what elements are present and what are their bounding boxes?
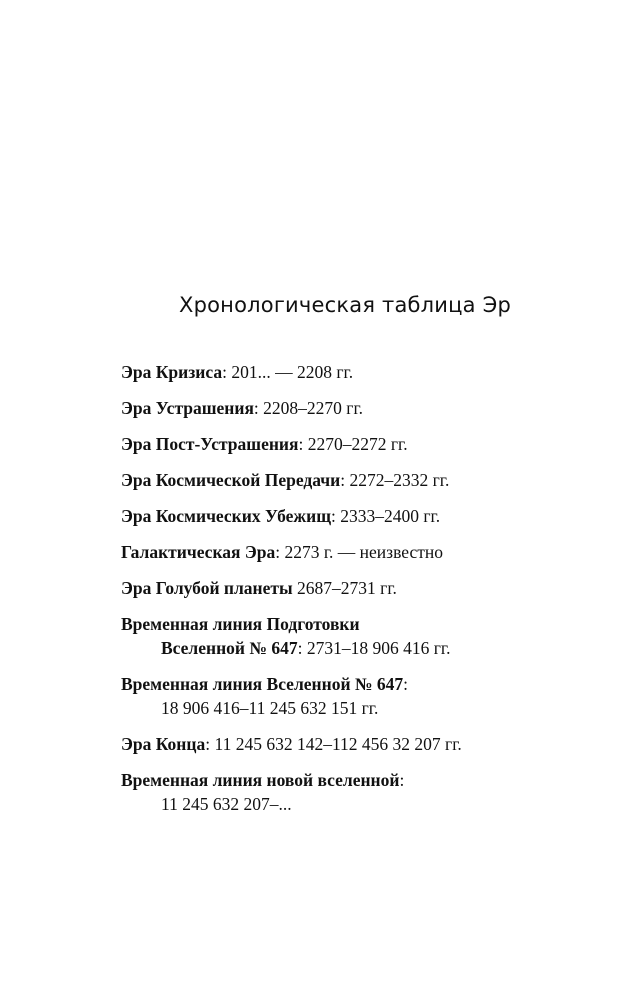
era-name: Эра Космической Передачи <box>121 470 341 490</box>
era-entry-broadcast <box>121 468 621 492</box>
era-separator: : <box>403 674 408 694</box>
era-entry-blue-planet <box>121 576 621 600</box>
era-continuation <box>121 636 621 660</box>
era-range: 2208–2270 гг. <box>263 398 364 418</box>
era-name: Временная линия новой вселенной <box>121 770 400 790</box>
era-entry-universe-647-prep <box>121 612 621 660</box>
era-name: Эра Пост-Устрашения <box>121 434 299 454</box>
era-name-continued: Вселенной № 647 <box>161 638 298 658</box>
era-separator: : <box>275 542 285 562</box>
era-separator: : <box>253 398 264 418</box>
era-entry-new-universe <box>121 768 621 816</box>
era-separator: : <box>298 434 308 454</box>
era-name: Эра Конца <box>121 734 206 754</box>
era-range: 11 245 632 207–... <box>161 794 292 814</box>
era-entry-universe-647 <box>121 672 621 720</box>
era-name: Временная линия Подготовки <box>121 614 360 634</box>
era-range: 11 245 632 142–112 456 32 207 гг. <box>214 734 462 754</box>
era-name: Эра Кризиса <box>121 362 223 382</box>
era-entry-end <box>121 732 621 756</box>
era-entry-bunker <box>121 504 621 528</box>
era-entry-post-deterrence <box>121 432 621 456</box>
era-separator: : <box>340 470 350 490</box>
era-name: Эра Голубой планеты <box>121 578 293 598</box>
era-range: 18 906 416–11 245 632 151 гг. <box>161 698 379 718</box>
era-entry-crisis <box>121 360 621 384</box>
era-separator: : <box>330 506 341 526</box>
era-name: Эра Устрашения <box>121 398 254 418</box>
era-range: 2270–2272 гг. <box>307 434 408 454</box>
era-separator: : <box>297 638 307 658</box>
era-range: 2273 г. — неизвестно <box>284 542 443 562</box>
era-list <box>121 360 621 828</box>
page-title: Хронологическая таблица Эр <box>179 293 511 317</box>
era-range: 2731–18 906 416 гг. <box>306 638 451 658</box>
era-entry-deterrence <box>121 396 621 420</box>
era-name: Временная линия Вселенной № 647 <box>121 674 404 694</box>
era-separator: : <box>399 770 405 790</box>
era-separator: : <box>222 362 232 382</box>
era-range: 2333–2400 гг. <box>340 506 441 526</box>
era-range: 2687–2731 гг. <box>297 578 397 598</box>
era-separator: : <box>205 734 215 754</box>
era-range: 2272–2332 гг. <box>349 470 450 490</box>
era-range: 201... — 2208 гг. <box>231 362 354 382</box>
era-name: Галактическая Эра <box>121 542 276 562</box>
era-entry-galaxy <box>121 540 621 564</box>
era-name: Эра Космических Убежищ <box>121 506 331 526</box>
